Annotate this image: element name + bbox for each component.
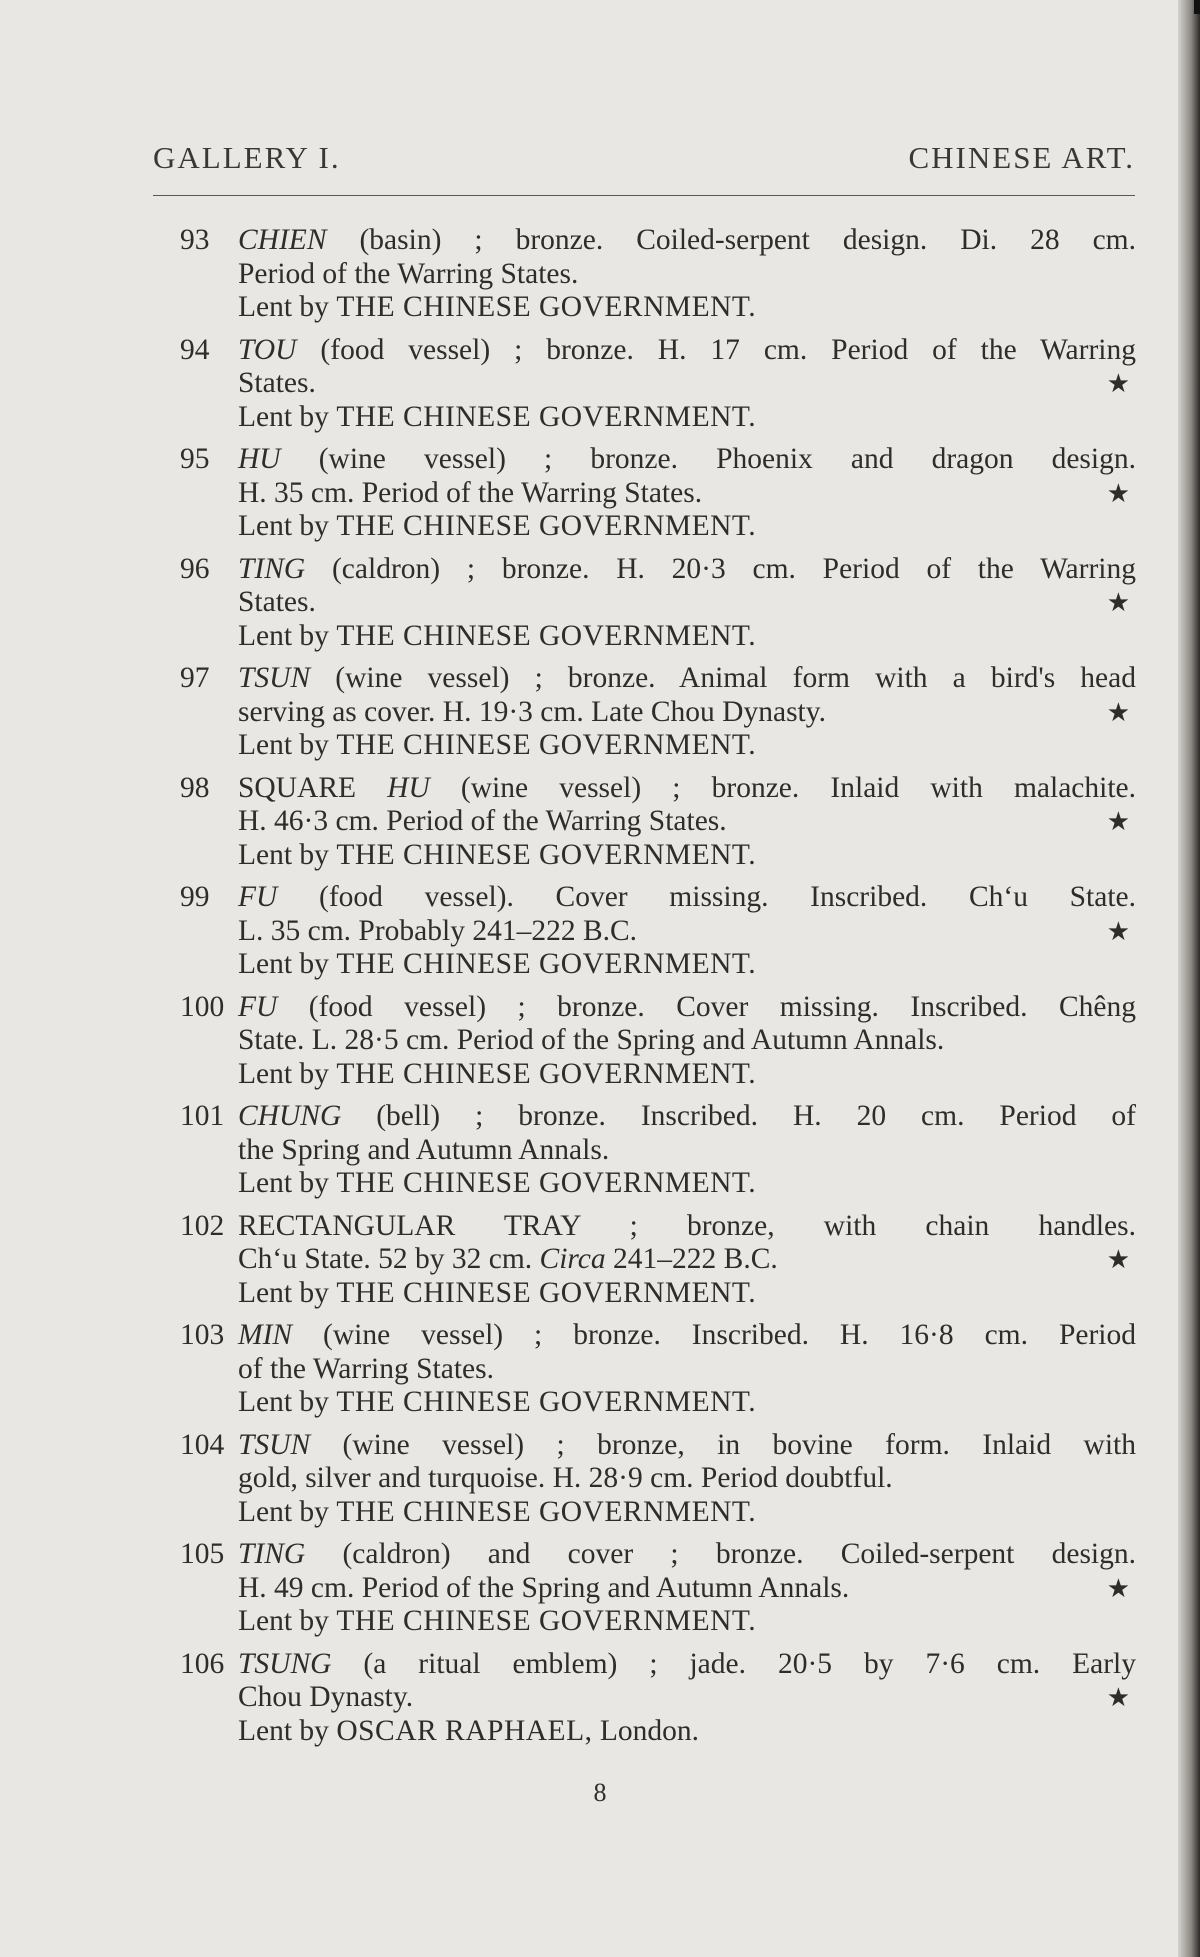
header-rule [153, 195, 1135, 196]
star-icon: ★ [1106, 369, 1130, 398]
entry-number: 95 [180, 443, 210, 475]
lent-by-label: Lent by [238, 1495, 337, 1528]
entry-line2-text: Chou Dynasty. [238, 1681, 414, 1713]
entry-line-2 [238, 696, 1136, 730]
lender-name: THE CHINESE GOVERNMENT. [336, 1276, 757, 1309]
entry-line-1 [238, 1648, 1136, 1682]
lender-location: London. [592, 1714, 699, 1747]
entry-line-1 [238, 881, 1136, 915]
lent-by-label: Lent by [238, 1714, 337, 1747]
corner-mark [1194, 0, 1200, 14]
entry-body [238, 772, 1136, 873]
entry-line-2 [238, 258, 1136, 292]
entry-number: 106 [180, 1647, 225, 1680]
entry-line-2 [238, 805, 1136, 839]
entry-line2-text: L. 35 cm. Probably 241–222 B.C. [238, 914, 638, 947]
running-header [153, 140, 1135, 180]
entry-description: (food vessel) ; bronze. Cover missing. Inscribed. Chêng [277, 990, 1136, 1023]
entry-title: TSUN [238, 1428, 311, 1461]
entry-line2-text: Period of the Warring States. [238, 257, 579, 290]
entry-body [238, 224, 1136, 325]
entry-body [238, 662, 1136, 763]
entry-title: FU [238, 881, 278, 913]
entry-title: MIN [238, 1319, 293, 1351]
entry-lender-line [238, 291, 1136, 325]
entry-description: (bell) ; bronze. Inscribed. H. 20 cm. Period of [341, 1100, 1136, 1132]
entry-title: TING [238, 552, 306, 585]
star-icon: ★ [1106, 807, 1130, 836]
entry-title: HU [387, 771, 430, 804]
entry-description: (wine vessel) ; bronze. Phoenix and dragon design. [280, 443, 1136, 475]
entry-lender-line [238, 729, 1136, 763]
entry-description: (wine vessel) ; bronze. Animal form with a bird's head [310, 662, 1136, 694]
lent-by-label: Lent by [238, 1276, 337, 1309]
entry-lender-line [238, 948, 1136, 982]
catalogue-entries [180, 224, 1140, 1757]
entry-lender-line [238, 839, 1136, 873]
entry-title: CHUNG [238, 1100, 342, 1132]
lent-by-label: Lent by [238, 1605, 337, 1637]
entry-line2-text: States. [238, 367, 316, 399]
entry-title: CHIEN [238, 224, 327, 256]
entry-title-prefix: RECTANGULAR TRAY ; bronze, with chain handles. [238, 1209, 1136, 1242]
entry-line2-text: serving as cover. H. 19·3 cm. Late Chou Dynasty. [238, 695, 826, 728]
entry-description: (wine vessel) ; bronze, in bovine form. Inlaid with [310, 1428, 1136, 1461]
lender-name: OSCAR RAPHAEL, [336, 1714, 593, 1747]
entry-lender-line [238, 510, 1136, 544]
star-icon: ★ [1106, 478, 1130, 508]
star-icon: ★ [1106, 916, 1130, 946]
entry-line-2 [238, 915, 1136, 949]
lender-name: THE CHINESE GOVERNMENT. [336, 619, 757, 652]
entry-number: 97 [180, 662, 210, 694]
entry-line2-text: H. 35 cm. Period of the Warring States. [238, 476, 703, 509]
lent-by-label: Lent by [238, 619, 337, 652]
entry-line-2 [238, 1462, 1136, 1496]
lent-by-label: Lent by [238, 291, 337, 323]
lender-name: THE CHINESE GOVERNMENT. [336, 729, 757, 761]
catalogue-entry [180, 553, 1140, 654]
catalogue-entry [180, 1210, 1140, 1311]
entry-number: 94 [180, 333, 210, 366]
catalogue-entry [180, 772, 1140, 873]
entry-body [238, 553, 1136, 654]
catalogue-entry [180, 881, 1140, 982]
star-icon: ★ [1106, 1573, 1130, 1603]
lender-name: THE CHINESE GOVERNMENT. [336, 400, 757, 433]
lender-name: THE CHINESE GOVERNMENT. [336, 838, 757, 871]
lent-by-label: Lent by [238, 729, 337, 761]
entry-title: TOU [238, 333, 297, 366]
entry-line-1 [238, 1210, 1136, 1244]
lent-by-label: Lent by [238, 400, 337, 433]
catalogue-entry [180, 443, 1140, 544]
entry-description: (wine vessel) ; bronze. Inscribed. H. 16·8 cm. Period [292, 1319, 1136, 1351]
entry-line2-text: the Spring and Autumn Annals. [238, 1133, 610, 1166]
entry-lender-line [238, 1277, 1136, 1311]
entry-line-1 [238, 334, 1136, 368]
entry-line-2 [238, 1024, 1136, 1058]
entry-lender-line [238, 1715, 1136, 1749]
entry-line-1 [238, 772, 1136, 806]
entry-description: (wine vessel) ; bronze. Inlaid with malachite. [429, 771, 1136, 804]
entry-title-prefix: SQUARE [238, 771, 388, 804]
entry-description: (caldron) and cover ; bronze. Coiled-serpent design. [305, 1538, 1136, 1570]
entry-description: (basin) ; bronze. Coiled-serpent design. Di. 28 cm. [326, 224, 1136, 256]
entry-description: (food vessel) ; bronze. H. 17 cm. Period of the Warring [296, 333, 1136, 366]
entry-line2-text: 241–222 B.C. [605, 1243, 778, 1275]
entry-line-1 [238, 443, 1136, 477]
entry-line-2 [238, 477, 1136, 511]
entry-number: 101 [180, 1100, 225, 1132]
entry-line-2 [238, 1353, 1136, 1387]
entry-number: 99 [180, 881, 210, 913]
entry-description: (a ritual emblem) ; jade. 20·5 by 7·6 cm. Early [331, 1647, 1136, 1680]
entry-line2-text: H. 49 cm. Period of the Spring and Autumn Annals. [238, 1571, 850, 1604]
entry-lender-line [238, 1386, 1136, 1420]
lender-name: THE CHINESE GOVERNMENT. [336, 1057, 757, 1090]
lent-by-label: Lent by [238, 948, 337, 980]
entry-body [238, 443, 1136, 544]
catalogue-entry [180, 1100, 1140, 1201]
catalogue-entry [180, 1538, 1140, 1639]
entry-line-1 [238, 1100, 1136, 1134]
entry-line2-prefix: Ch‘u State. 52 by 32 cm. [238, 1243, 540, 1275]
catalogue-entry [180, 1648, 1140, 1749]
star-icon: ★ [1106, 1245, 1130, 1274]
catalogue-entry [180, 334, 1140, 435]
lender-name: THE CHINESE GOVERNMENT. [336, 948, 757, 980]
entry-number: 103 [180, 1319, 225, 1351]
entry-title: TSUN [238, 662, 311, 694]
entry-line-2 [238, 1243, 1136, 1277]
entry-line-1 [238, 662, 1136, 696]
entry-line-1 [238, 553, 1136, 587]
entry-lender-line [238, 1058, 1136, 1092]
entry-line2-text: gold, silver and turquoise. H. 28·9 cm. Period doubtful. [238, 1462, 893, 1494]
lender-name: THE CHINESE GOVERNMENT. [336, 1495, 757, 1528]
entry-body [238, 334, 1136, 435]
catalogue-entry [180, 662, 1140, 763]
page-edge-shadow [1178, 0, 1200, 1957]
entry-number: 98 [180, 771, 210, 804]
lent-by-label: Lent by [238, 1167, 337, 1199]
catalogue-entry [180, 991, 1140, 1092]
entry-line2-text: States. [238, 586, 316, 618]
entry-body [238, 1648, 1136, 1749]
entry-number: 100 [180, 990, 225, 1023]
star-icon: ★ [1106, 588, 1130, 617]
entry-title: TING [238, 1538, 306, 1570]
entry-line-2 [238, 367, 1136, 401]
entry-body [238, 1100, 1136, 1201]
catalogue-entry [180, 1429, 1140, 1530]
lender-name: THE CHINESE GOVERNMENT. [336, 510, 757, 542]
catalogue-entry [180, 1319, 1140, 1420]
entry-title: HU [238, 443, 281, 475]
lender-name: THE CHINESE GOVERNMENT. [336, 1167, 757, 1199]
entry-body [238, 991, 1136, 1092]
entry-line-1 [238, 1319, 1136, 1353]
entry-title: FU [238, 990, 278, 1023]
star-icon: ★ [1106, 1683, 1130, 1712]
lender-name: THE CHINESE GOVERNMENT. [336, 1386, 757, 1418]
entry-number: 104 [180, 1428, 225, 1461]
entry-line-1 [238, 991, 1136, 1025]
lent-by-label: Lent by [238, 1386, 337, 1418]
page-number: 8 [593, 1778, 607, 1807]
lent-by-label: Lent by [238, 510, 337, 542]
entry-lender-line [238, 1167, 1136, 1201]
entry-line2-text: of the Warring States. [238, 1352, 494, 1385]
entry-line2-text: H. 46·3 cm. Period of the Warring States. [238, 805, 727, 837]
entry-lender-line [238, 401, 1136, 435]
entry-number: 105 [180, 1538, 225, 1570]
header-section: CHINESE ART. [908, 140, 1135, 175]
entry-line-2 [238, 1134, 1136, 1168]
entry-lender-line [238, 620, 1136, 654]
lender-name: THE CHINESE GOVERNMENT. [336, 1605, 757, 1637]
entry-line-1 [238, 1429, 1136, 1463]
entry-number: 102 [180, 1209, 225, 1242]
entry-number: 96 [180, 552, 210, 585]
lent-by-label: Lent by [238, 1057, 337, 1090]
entry-line-1 [238, 1538, 1136, 1572]
entry-body [238, 1210, 1136, 1311]
entry-body [238, 1319, 1136, 1420]
entry-body [238, 1538, 1136, 1639]
entry-line-2 [238, 1681, 1136, 1715]
entry-lender-line [238, 1605, 1136, 1639]
entry-line-2 [238, 1572, 1136, 1606]
entry-line-1 [238, 224, 1136, 258]
entry-lender-line [238, 1496, 1136, 1530]
header-gallery: GALLERY I. [153, 140, 341, 175]
entry-title: TSUNG [238, 1647, 332, 1680]
entry-body [238, 881, 1136, 982]
entry-line2-text: State. L. 28·5 cm. Period of the Spring and Autumn Annals. [238, 1024, 945, 1056]
entry-description: (food vessel). Cover missing. Inscribed. Ch‘u State. [277, 881, 1136, 913]
entry-body [238, 1429, 1136, 1530]
lender-name: THE CHINESE GOVERNMENT. [336, 291, 757, 323]
entry-line2-italic: Circa [539, 1243, 606, 1275]
entry-description: (caldron) ; bronze. H. 20·3 cm. Period of the Warring [305, 552, 1136, 585]
entry-line-2 [238, 586, 1136, 620]
lent-by-label: Lent by [238, 838, 337, 871]
entry-number: 93 [180, 224, 210, 256]
catalogue-entry [180, 224, 1140, 325]
star-icon: ★ [1106, 697, 1130, 727]
